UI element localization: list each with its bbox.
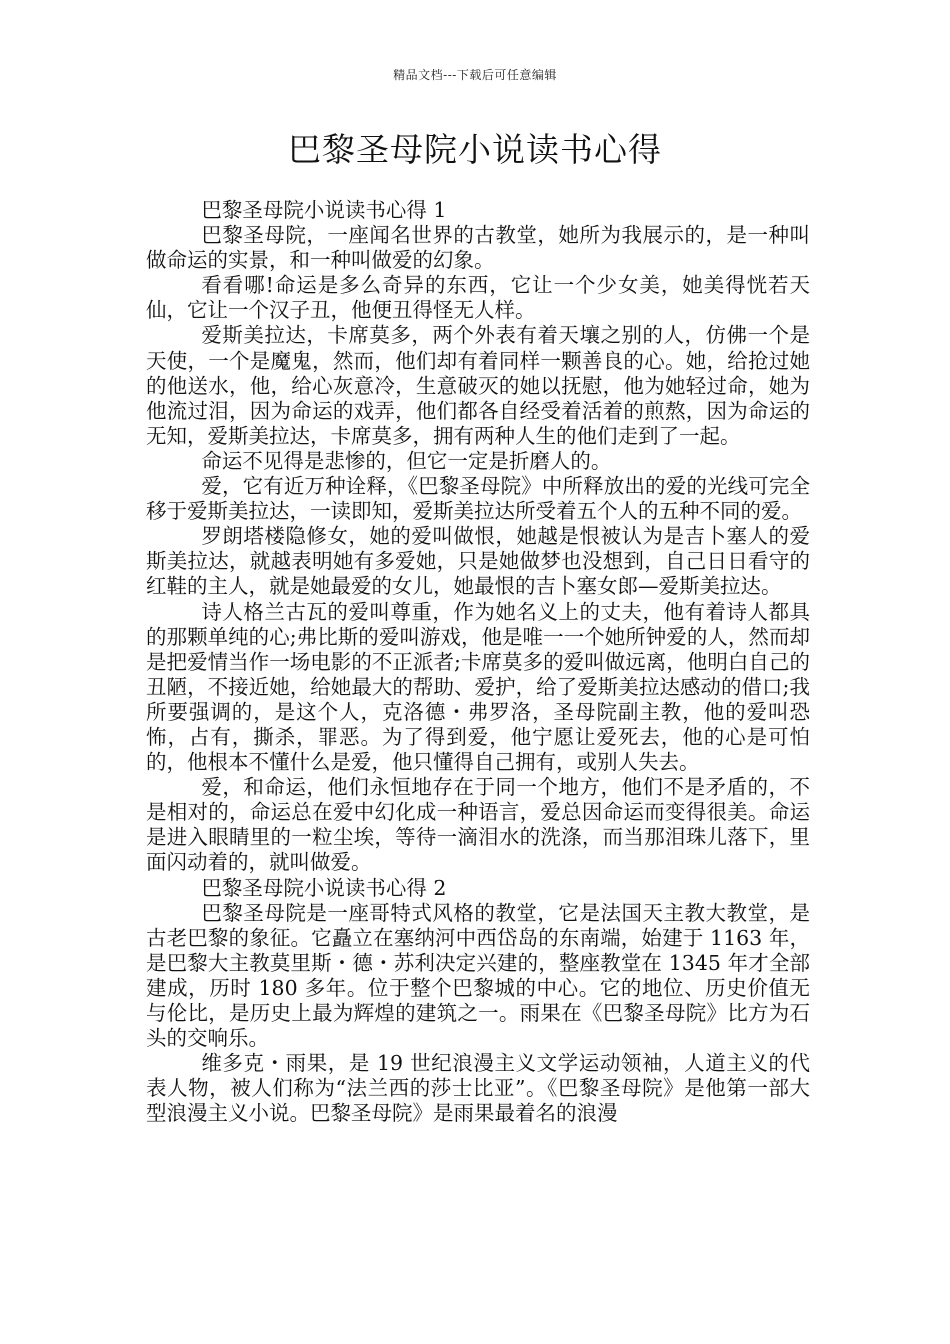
document-body bbox=[146, 198, 810, 1126]
paragraph: 巴黎圣母院是一座哥特式风格的教堂，它是法国天主教大教堂，是古老巴黎的象征。它矗立在塞纳河中西岱岛的东南端，始建于 1163 年，是巴黎大主教莫里斯・德・苏利决定兴建的，整座教堂在 1345 年才全部建成，历时 180 多年。位于整个巴黎城的中心。它的地位、历史价值无与伦比，是历史上最为辉煌的建筑之一。雨果在《巴黎圣母院》比方为石头的交响乐。 bbox=[146, 900, 810, 1051]
paragraph: 爱斯美拉达，卡席莫多，两个外表有着天壤之别的人，仿佛一个是天使，一个是魔鬼，然而，他们却有着同样一颗善良的心。她，给抢过她的他送水，他，给心灰意冷，生意破灭的她以抚慰，他为她轻过命，她为他流过泪，因为命运的戏弄，他们都各自经受着活着的煎熬，因为命运的无知，爱斯美拉达，卡席莫多，拥有两种人生的他们走到了一起。 bbox=[146, 323, 810, 448]
paragraph: 爱，和命运，他们永恒地存在于同一个地方，他们不是矛盾的，不是相对的，命运总在爱中幻化成一种语言，爱总因命运而变得很美。命运是进入眼睛里的一粒尘埃，等待一滴泪水的洗涤，而当那泪珠儿落下，里面闪动着的，就叫做爱。 bbox=[146, 775, 810, 875]
paragraph: 看看哪!命运是多么奇异的东西，它让一个少女美，她美得恍若天仙，它让一个汉子丑，他便丑得怪无人样。 bbox=[146, 273, 810, 323]
paragraph: 诗人格兰古瓦的爱叫尊重，作为她名义上的丈夫，他有着诗人都具的那颗单纯的心;弗比斯的爱叫游戏，他是唯一一个她所钟爱的人，然而却是把爱情当作一场电影的不正派者;卡席莫多的爱叫做远离，他明白自己的丑陋，不接近她，给她最大的帮助、爱护，给了爱斯美拉达感动的借口;我所要强调的，是这个人，克洛德・弗罗洛，圣母院副主教，他的爱叫恐怖，占有，撕杀，罪恶。为了得到爱，他宁愿让爱死去，他的心是可怕的，他根本不懂什么是爱，他只懂得自己拥有，或别人失去。 bbox=[146, 599, 810, 775]
paragraph: 维多克・雨果，是 19 世纪浪漫主义文学运动领袖，人道主义的代表人物，被人们称为“法兰西的莎士比亚”。《巴黎圣母院》是他第一部大型浪漫主义小说。巴黎圣母院》是雨果最着名的浪漫 bbox=[146, 1051, 810, 1126]
header-note: 精品文档---下载后可任意编辑 bbox=[393, 68, 557, 82]
paragraph: 巴黎圣母院，一座闻名世界的古教堂，她所为我展示的，是一种叫做命运的实景，和一种叫做爱的幻象。 bbox=[146, 223, 810, 273]
section-heading-2: 巴黎圣母院小说读书心得 2 bbox=[201, 875, 447, 900]
paragraph: 爱，它有近万种诠释，《巴黎圣母院》中所释放出的爱的光线可完全移于爱斯美拉达，一读即知，爱斯美拉达所受着五个人的五种不同的爱。 bbox=[146, 474, 810, 524]
document-title: 巴黎圣母院小说读书心得 bbox=[288, 130, 662, 169]
paragraph: 罗朗塔楼隐修女，她的爱叫做恨，她越是恨被认为是吉卜塞人的爱斯美拉达，就越表明她有多爱她，只是她做梦也没想到，自己日日看守的红鞋的主人，就是她最爱的女儿，她最恨的吉卜塞女郎—爱斯美拉达。 bbox=[146, 524, 810, 599]
section-heading-1: 巴黎圣母院小说读书心得 1 bbox=[201, 198, 447, 222]
paragraph: 命运不见得是悲惨的，但它一定是折磨人的。 bbox=[201, 448, 612, 473]
